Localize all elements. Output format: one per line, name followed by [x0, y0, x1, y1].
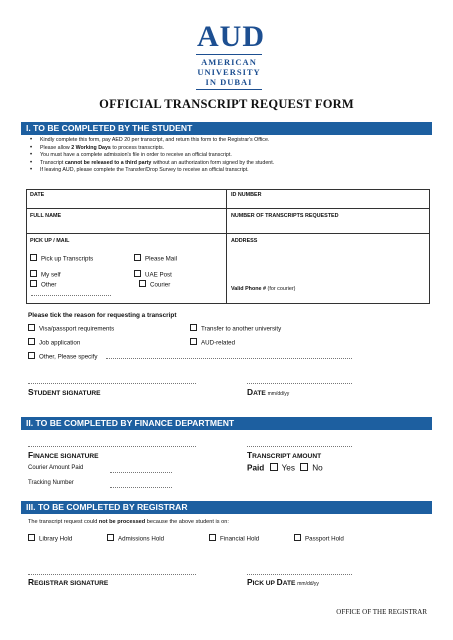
section-2-heading: II. TO BE COMPLETED BY FINANCE DEPARTMENT — [21, 417, 432, 430]
pickup-date-line[interactable] — [247, 574, 352, 575]
finance-signature-line[interactable] — [28, 446, 196, 447]
logo-line-american: AMERICAN — [201, 57, 257, 67]
pickup-mail-label: PICK UP / MAIL — [30, 238, 70, 244]
student-info-table — [26, 189, 430, 304]
checkbox-icon — [30, 254, 37, 261]
footer-office: OFFICE OF THE REGISTRAR — [336, 608, 427, 616]
transcript-amount-label: TRANSCRIPT AMOUNT — [247, 450, 322, 460]
address-field[interactable]: ADDRESS — [231, 238, 258, 244]
pickup-date-label: PICK UP DATE mm/dd/yy — [247, 577, 319, 587]
instruction-item: • Please allow 2 Working Days to process transcripts. — [28, 145, 428, 153]
section-1-heading: I. TO BE COMPLETED BY THE STUDENT — [21, 122, 432, 135]
visa-passport-checkbox[interactable]: Visa/passport requirements — [28, 324, 114, 333]
logo-line-university: UNIVERSITY — [197, 67, 261, 77]
other-reason-checkbox[interactable]: Other, Please specify — [28, 352, 97, 361]
checkbox-icon — [139, 280, 146, 287]
library-hold-checkbox[interactable]: Library Hold — [28, 534, 72, 543]
checkbox-icon — [30, 280, 37, 287]
transcript-amount-line[interactable] — [247, 446, 352, 447]
other-checkbox[interactable]: Other — [30, 280, 56, 289]
student-date-line[interactable] — [247, 383, 352, 384]
paid-status: Paid Yes No — [247, 463, 323, 473]
section-3-heading: III. TO BE COMPLETED BY REGISTRAR — [21, 501, 432, 514]
instruction-item: • You must have a complete admission's file in order to receive an official transcript. — [28, 152, 428, 160]
aud-logo-mark: AUD — [197, 20, 265, 53]
job-application-checkbox[interactable]: Job application — [28, 338, 80, 347]
instruction-list — [28, 137, 428, 175]
date-field[interactable]: DATE — [30, 192, 45, 198]
my-self-checkbox[interactable]: My self — [30, 270, 61, 279]
instruction-item: • If leaving AUD, please complete the Transfer/Drop Survey to receive an official transcript. — [28, 167, 428, 175]
checkbox-icon — [107, 534, 114, 541]
transfer-checkbox[interactable]: Transfer to another university — [190, 324, 281, 333]
checkbox-icon — [209, 534, 216, 541]
uae-post-checkbox[interactable]: UAE Post — [134, 270, 172, 279]
logo-divider-bottom — [196, 89, 262, 90]
table-row-divider — [26, 208, 430, 209]
checkbox-icon — [30, 270, 37, 277]
reason-prompt: Please tick the reason for requesting a transcript — [28, 312, 177, 319]
courier-amount-line[interactable] — [110, 472, 172, 473]
pickup-transcripts-checkbox[interactable]: Pick up Transcripts — [30, 254, 93, 263]
aud-related-checkbox[interactable]: AUD-related — [190, 338, 235, 347]
registrar-note: The transcript request could not be processed because the above student is on: — [28, 519, 229, 525]
id-number-field[interactable]: ID NUMBER — [231, 192, 262, 198]
checkbox-icon — [190, 324, 197, 331]
checkbox-icon — [28, 352, 35, 359]
passport-hold-checkbox[interactable]: Passport Hold — [294, 534, 344, 543]
checkbox-icon — [28, 534, 35, 541]
checkbox-icon — [28, 324, 35, 331]
instruction-item: • Transcript cannot be released to a third party without an authorization form signed by the student. — [28, 160, 428, 168]
table-row-divider — [26, 233, 430, 234]
finance-signature-label: FINANCE SIGNATURE — [28, 450, 99, 460]
student-signature-label: STUDENT SIGNATURE — [28, 387, 101, 397]
logo-divider — [196, 54, 262, 55]
checkbox-icon — [28, 338, 35, 345]
other-reason-line[interactable] — [106, 358, 352, 359]
registrar-signature-label: REGISTRAR SIGNATURE — [28, 577, 109, 587]
student-date-label: DATE mm/dd/yy — [247, 387, 290, 397]
table-divider — [226, 189, 227, 304]
logo-line-in-dubai: IN DUBAI — [205, 77, 253, 87]
checkbox-icon — [134, 254, 141, 261]
yes-checkbox[interactable] — [270, 463, 278, 471]
checkbox-icon — [294, 534, 301, 541]
registrar-signature-line[interactable] — [28, 574, 196, 575]
admissions-hold-checkbox[interactable]: Admissions Hold — [107, 534, 164, 543]
tracking-number-line[interactable] — [110, 487, 172, 488]
number-of-transcripts-field[interactable]: NUMBER OF TRANSCRIPTS REQUESTED — [231, 213, 339, 219]
student-signature-line[interactable] — [28, 383, 196, 384]
full-name-field[interactable]: FULL NAME — [30, 213, 62, 219]
checkbox-icon — [190, 338, 197, 345]
financial-hold-checkbox[interactable]: Financial Hold — [209, 534, 259, 543]
tracking-number-label: Tracking Number — [28, 480, 74, 486]
other-specify-line[interactable] — [31, 295, 111, 296]
form-title: OFFICIAL TRANSCRIPT REQUEST FORM — [99, 97, 354, 111]
valid-phone-field[interactable]: Valid Phone # (for courier) — [231, 286, 296, 292]
checkbox-icon — [134, 270, 141, 277]
no-checkbox[interactable] — [300, 463, 308, 471]
instruction-item: • Kindly complete this form, pay AED 20 per transcript, and return this form to the Registrar's Office. — [28, 137, 428, 145]
courier-amount-paid-label: Courier Amount Paid — [28, 465, 84, 471]
courier-checkbox[interactable]: Courier — [139, 280, 170, 289]
please-mail-checkbox[interactable]: Please Mail — [134, 254, 177, 263]
